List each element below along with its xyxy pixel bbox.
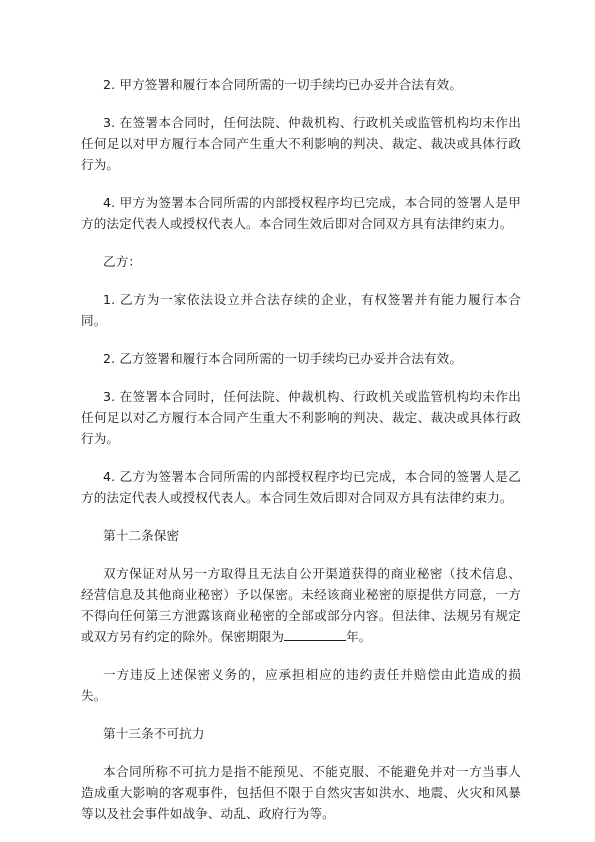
party-b-heading: 乙方： xyxy=(103,254,142,269)
clause-party-a-item-2: 2. 甲方签署和履行本合同所需的一切手续均已办妥并合法有效。 xyxy=(103,77,463,92)
clause-party-b-item-1: 1. 乙方为一家依法设立并合法存续的企业，有权签署并有能力履行本合同。 xyxy=(81,292,521,328)
confidentiality-text: 双方保证对从另一方取得且无法自公开渠道获得的商业秘密（技术信息、经营信息及其他商业秘密）予以保密。未经该商业秘密的原提供方同意，一方不得向任何第三方泄露该商业秘密的全部或部分内容。但法律、法规另有规定或双方另有约定的除外。保密期限为 xyxy=(81,566,521,644)
force-majeure-paragraph: 本合同所称不可抗力是指不能预见、不能克服、不能避免并对一方当事人造成重大影响的客观事件，包括但不限于自然灾害如洪水、地震、火灾和风暴等以及社会事件如战争、动乱、政府行为等。 xyxy=(81,764,521,821)
article-13-heading: 第十三条不可抗力 xyxy=(103,726,205,741)
confidentiality-period-blank xyxy=(284,626,346,641)
clause-party-a-item-3: 3. 在签署本合同时，任何法院、仲裁机构、行政机关或监管机构均未作出任何足以对甲方履行本合同产生重大不利影响的判决、裁定、裁决或具体行政行为。 xyxy=(81,115,521,172)
article-12-heading: 第十二条保密 xyxy=(103,528,180,543)
document-body xyxy=(81,74,521,841)
breach-liability-paragraph: 一方违反上述保密义务的，应承担相应的违约责任并赔偿由此造成的损失。 xyxy=(81,667,521,703)
clause-party-b-item-2: 2. 乙方签署和履行本合同所需的一切手续均已办妥并合法有效。 xyxy=(103,351,463,366)
clause-party-b-item-3: 3. 在签署本合同时，任何法院、仲裁机构、行政机关或监管机构均未作出任何足以对乙方履行本合同产生重大不利影响的判决、裁定、裁决或具体行政行为。 xyxy=(81,389,521,446)
confidentiality-suffix: 年。 xyxy=(346,629,372,644)
clause-party-a-item-4: 4. 甲方为签署本合同所需的内部授权程序均已完成，本合同的签署人是甲方的法定代表人或授权代表人。本合同生效后即对合同双方具有法律约束力。 xyxy=(81,195,521,231)
confidentiality-paragraph xyxy=(81,563,521,647)
clause-party-b-item-4: 4. 乙方为签署本合同所需的内部授权程序均已完成，本合同的签署人是乙方的法定代表人或授权代表人。本合同生效后即对合同双方具有法律约束力。 xyxy=(81,469,521,505)
